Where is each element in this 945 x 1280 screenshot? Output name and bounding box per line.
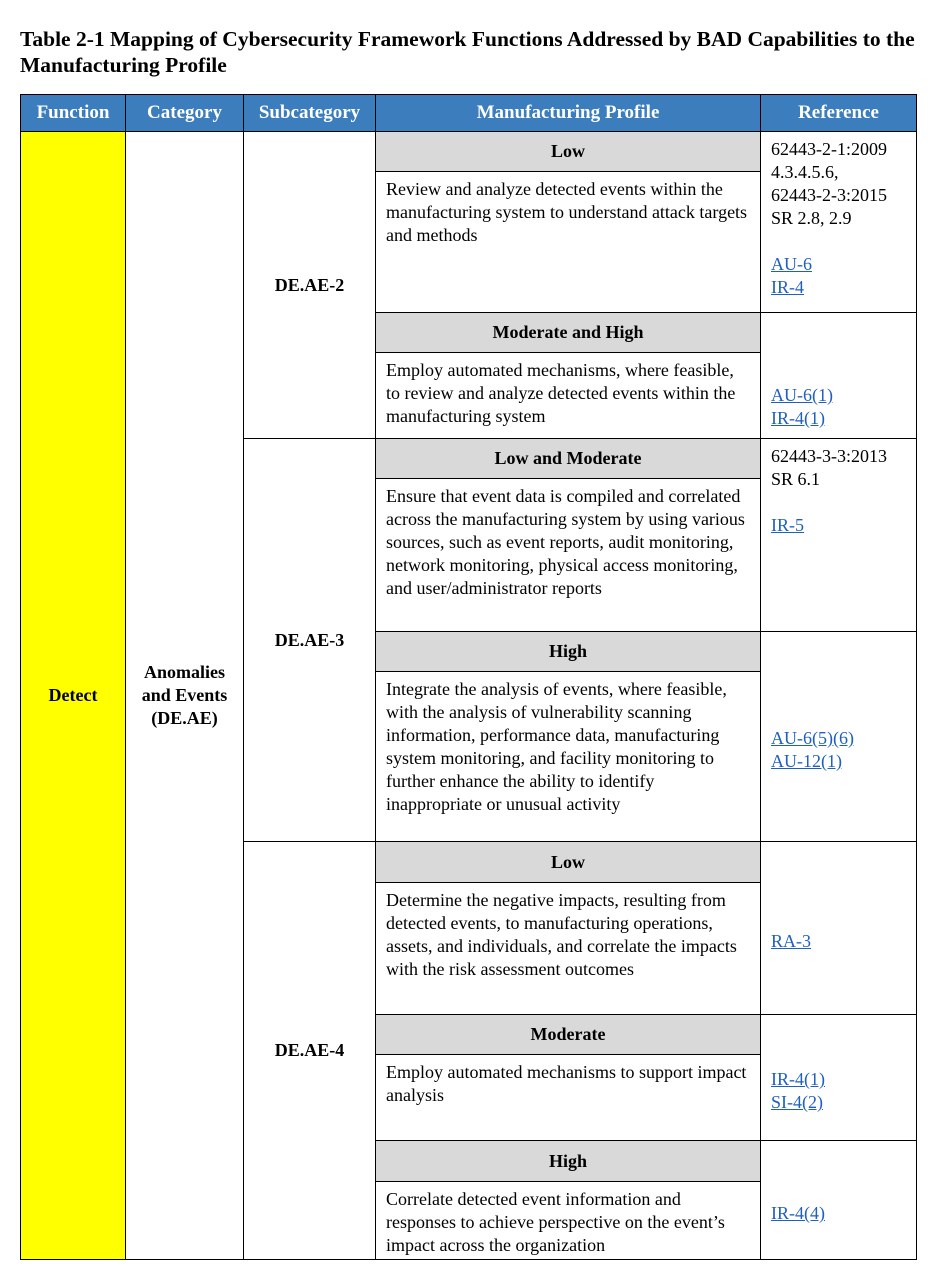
category-line: Anomalies — [144, 662, 225, 683]
reference-link[interactable]: AU-6(1) — [771, 385, 833, 406]
header-manufacturing-profile: Manufacturing Profile — [376, 95, 761, 132]
profile-text: Employ automated mechanisms, where feasible, to review and analyze detected events within the manufacturing system — [376, 352, 761, 438]
category-line: (DE.AE) — [151, 708, 218, 729]
reference-link[interactable]: IR-4 — [771, 277, 804, 298]
reference-text: SR 2.8, 2.9 — [771, 208, 852, 229]
header-subcategory: Subcategory — [244, 95, 376, 132]
reference-link[interactable]: AU-6 — [771, 254, 812, 275]
function-cell: Detect — [21, 132, 126, 1260]
level-header: Low — [376, 842, 761, 882]
reference-link[interactable]: RA-3 — [771, 931, 811, 952]
level-header: Moderate and High — [376, 312, 761, 352]
reference-link[interactable]: AU-12(1) — [771, 751, 842, 772]
profile-text: Integrate the analysis of events, where feasible, with the analysis of vulnerability scanning information, performance data, manufacturing system monitoring, and facility monitoring to further enhance the ability to identify inappropriate or unusual activity — [376, 671, 761, 842]
reference-link[interactable]: IR-4(4) — [771, 1203, 825, 1224]
profile-text: Employ automated mechanisms to support impact analysis — [376, 1055, 761, 1141]
header-row — [21, 95, 917, 132]
level-header: Low and Moderate — [376, 439, 761, 479]
subcategory-de-ae-3: DE.AE-3 — [244, 439, 376, 842]
reference-text: SR 6.1 — [771, 469, 821, 490]
subcategory-de-ae-4: DE.AE-4 — [244, 842, 376, 1260]
reference-cell — [761, 439, 917, 632]
level-header: Low — [376, 132, 761, 172]
subcategory-de-ae-2: DE.AE-2 — [244, 132, 376, 439]
reference-cell — [761, 312, 917, 438]
table-title: Table 2-1 Mapping of Cybersecurity Framework Functions Addressed by BAD Capabilities to the Manufacturing Profile — [20, 27, 915, 77]
mapping-table — [20, 94, 917, 1260]
profile-text: Ensure that event data is compiled and correlated across the manufacturing system by using various sources, such as event reports, audit monitoring, network monitoring, physical access monitoring, and user/administrator reports — [376, 479, 761, 632]
category-cell — [126, 132, 244, 1260]
reference-cell — [761, 132, 917, 313]
reference-link[interactable]: IR-4(1) — [771, 1069, 825, 1090]
level-header: High — [376, 631, 761, 671]
reference-text: 62443-2-3:2015 — [771, 185, 887, 206]
reference-text: 4.3.4.5.6, — [771, 162, 839, 183]
header-reference: Reference — [761, 95, 917, 132]
reference-link[interactable]: SI-4(2) — [771, 1092, 823, 1113]
reference-text: 62443-3-3:2013 — [771, 446, 887, 467]
reference-cell — [761, 842, 917, 1015]
reference-link[interactable]: AU-6(5)(6) — [771, 728, 854, 749]
profile-text: Correlate detected event information and responses to achieve perspective on the event’s impact across the organization — [376, 1181, 761, 1259]
reference-cell — [761, 1141, 917, 1260]
level-header: High — [376, 1141, 761, 1181]
reference-link[interactable]: IR-4(1) — [771, 408, 825, 429]
reference-link[interactable]: IR-5 — [771, 515, 804, 536]
reference-text: 62443-2-1:2009 — [771, 139, 887, 160]
profile-text: Determine the negative impacts, resulting from detected events, to manufacturing operations, assets, and individuals, and correlate the impacts with the risk assessment outcomes — [376, 882, 761, 1014]
reference-cell — [761, 1015, 917, 1141]
header-function: Function — [21, 95, 126, 132]
profile-text: Review and analyze detected events within the manufacturing system to understand attack targets and methods — [376, 172, 761, 312]
category-line: and Events — [141, 685, 228, 706]
level-header: Moderate — [376, 1015, 761, 1055]
reference-cell — [761, 631, 917, 842]
header-category: Category — [126, 95, 244, 132]
